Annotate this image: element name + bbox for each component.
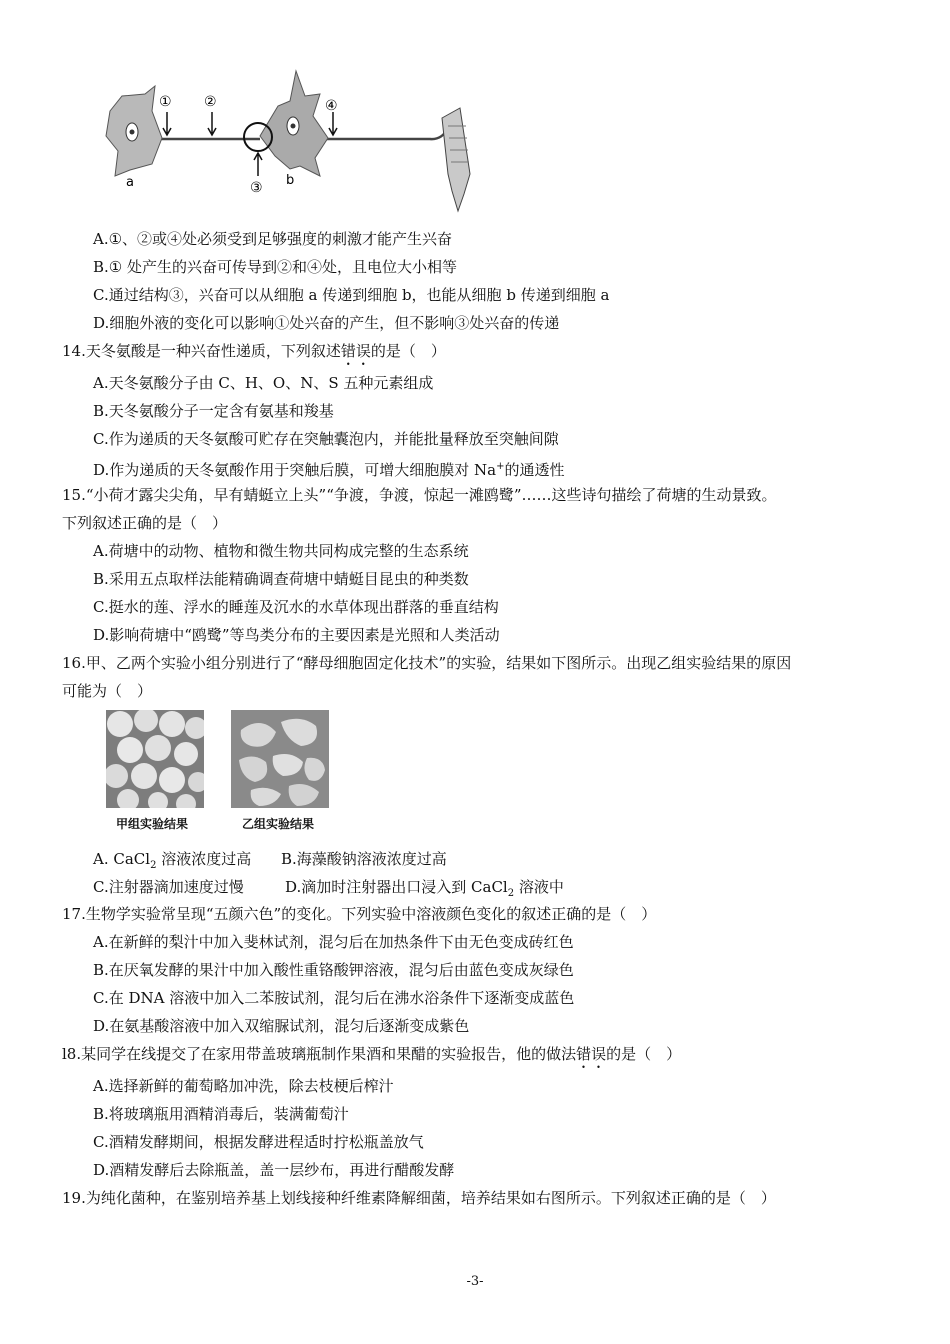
q14-option-a: A.天冬氨酸分子由 C、H、O、N、S 五种元素组成 bbox=[93, 374, 434, 392]
q18-option-a: A.选择新鲜的葡萄略加冲洗，除去枝梗后榨汁 bbox=[93, 1077, 394, 1095]
q18-option-b: B.将玻璃瓶用酒精消毒后，装满葡萄汁 bbox=[93, 1105, 349, 1123]
q18-option-c: C.酒精发酵期间，根据发酵进程适时拧松瓶盖放气 bbox=[93, 1133, 424, 1151]
yi-caption: 乙组实验结果 bbox=[242, 817, 315, 831]
q13-option-b: B.① 处产生的兴奋可传导到②和④处，且电位大小相等 bbox=[93, 258, 458, 276]
marker-1: ① bbox=[159, 94, 172, 110]
cell-b-label: b bbox=[286, 173, 295, 188]
neuron-diagram bbox=[100, 66, 480, 216]
q18-stem: l8.某同学在线提交了在家用带盖玻璃瓶制作果酒和果醋的实验报告，他的做法错误的是（ ） bbox=[62, 1045, 682, 1063]
q14-stem: 14.天冬氨酸是一种兴奋性递质，下列叙述错误的是（ ） bbox=[62, 342, 446, 360]
q17-option-b: B.在厌氧发酵的果汁中加入酸性重铬酸钾溶液，混匀后由蓝色变成灰绿色 bbox=[93, 961, 574, 979]
q15-stem-line2: 下列叙述正确的是（ ） bbox=[62, 514, 228, 532]
marker-4: ④ bbox=[325, 98, 338, 114]
q15-option-a: A.荷塘中的动物、植物和微生物共同构成完整的生态系统 bbox=[93, 542, 469, 560]
q15-option-d: D.影响荷塘中“鸥鹭”等鸟类分布的主要因素是光照和人类活动 bbox=[93, 626, 500, 644]
page-number: -3- bbox=[466, 1274, 484, 1289]
q14-option-c: C.作为递质的天冬氨酸可贮存在突触囊泡内，并能批量释放至突触间隙 bbox=[93, 430, 559, 448]
q13-option-a: A.①、②或④处必须受到足够强度的刺激才能产生兴奋 bbox=[93, 230, 453, 248]
q19-stem: 19.为纯化菌种，在鉴别培养基上划线接种纤维素降解细菌，培养结果如右图所示。下列叙述正确的是（ ） bbox=[62, 1189, 776, 1207]
q18-option-d: D.酒精发酵后去除瓶盖，盖一层纱布，再进行醋酸发酵 bbox=[93, 1161, 455, 1179]
yi-result-photo bbox=[231, 710, 329, 808]
q17-option-c: C.在 DNA 溶液中加入二苯胺试剂，混匀后在沸水浴条件下逐渐变成蓝色 bbox=[93, 989, 575, 1007]
marker-2: ② bbox=[204, 94, 217, 110]
q15-option-c: C.挺水的莲、浮水的睡莲及沉水的水草体现出群落的垂直结构 bbox=[93, 598, 499, 616]
q15-stem-line1: 15.“小荷才露尖尖角，早有蜻蜓立上头”“争渡，争渡，惊起一滩鸥鹭”……这些诗句描绘了荷塘的生动景致。 bbox=[62, 486, 777, 504]
q16-option-d: D.滴加时注射器出口浸入到 CaCl$_2$ 溶液中 bbox=[285, 878, 564, 899]
q16-stem-line1: 16.甲、乙两个实验小组分别进行了“酵母细胞固定化技术”的实验，结果如下图所示。出现乙组实验结果的原因 bbox=[62, 654, 792, 672]
q17-option-a: A.在新鲜的梨汁中加入斐林试剂，混匀后在加热条件下由无色变成砖红色 bbox=[93, 933, 574, 951]
q14-option-d: D.作为递质的天冬氨酸作用于突触后膜，可增大细胞膜对 Na+的通透性 bbox=[93, 461, 565, 479]
q17-option-d: D.在氨基酸溶液中加入双缩脲试剂，混匀后逐渐变成紫色 bbox=[93, 1017, 470, 1035]
q15-option-b: B.采用五点取样法能精确调查荷塘中蜻蜓目昆虫的种类数 bbox=[93, 570, 469, 588]
q13-option-c: C.通过结构③，兴奋可以从细胞 a 传递到细胞 b，也能从细胞 b 传递到细胞 a bbox=[93, 286, 610, 304]
q13-option-d: D.细胞外液的变化可以影响①处兴奋的产生，但不影响③处兴奋的传递 bbox=[93, 314, 560, 332]
jia-result-photo bbox=[106, 710, 204, 808]
q17-stem: 17.生物学实验常呈现“五颜六色”的变化。下列实验中溶液颜色变化的叙述正确的是（ ） bbox=[62, 905, 657, 923]
q16-option-a: A. CaCl$_2$ 溶液浓度过高 bbox=[93, 850, 252, 871]
jia-caption: 甲组实验结果 bbox=[116, 817, 189, 831]
q16-stem-line2: 可能为（ ） bbox=[62, 682, 153, 700]
q16-option-b: B.海藻酸钠溶液浓度过高 bbox=[281, 850, 447, 868]
marker-3: ③ bbox=[250, 180, 263, 196]
q14-option-b: B.天冬氨酸分子一定含有氨基和羧基 bbox=[93, 402, 334, 420]
q16-option-c: C.注射器滴加速度过慢 bbox=[93, 878, 244, 896]
cell-a-label: a bbox=[126, 175, 134, 190]
